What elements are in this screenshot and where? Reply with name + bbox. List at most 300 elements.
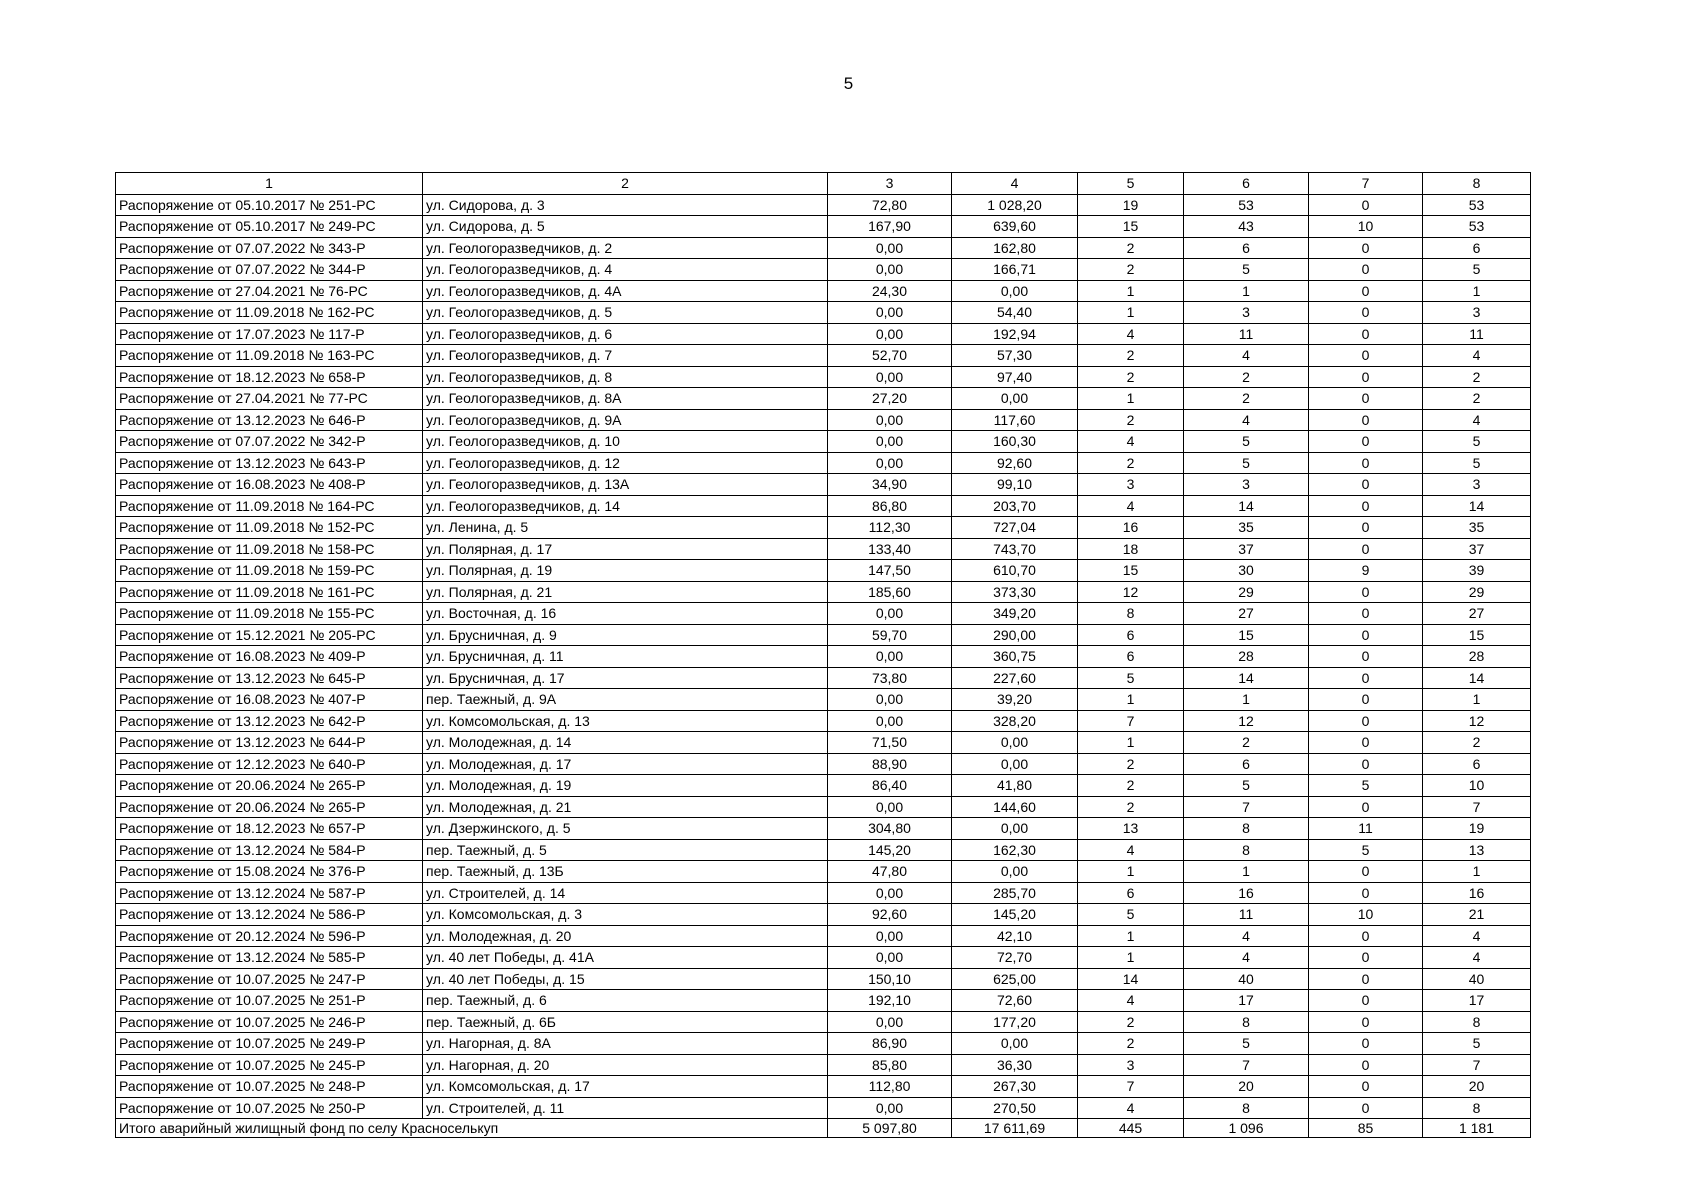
value-cell: 0,00	[828, 796, 952, 818]
value-cell: 6	[1423, 753, 1531, 775]
value-cell: 133,40	[828, 538, 952, 560]
column-header: 6	[1184, 173, 1309, 195]
column-header: 4	[952, 173, 1078, 195]
value-cell: 17	[1423, 990, 1531, 1012]
order-cell: Распоряжение от 27.04.2021 № 77-РС	[116, 388, 423, 410]
value-cell: 5	[1309, 775, 1423, 797]
value-cell: 20	[1423, 1076, 1531, 1098]
value-cell: 0	[1309, 366, 1423, 388]
address-cell: ул. Геологоразведчиков, д. 4	[423, 259, 828, 281]
table-row	[116, 259, 1531, 281]
value-cell: 2	[1184, 366, 1309, 388]
table-row	[116, 431, 1531, 453]
order-cell: Распоряжение от 13.12.2023 № 642-Р	[116, 710, 423, 732]
value-cell: 4	[1423, 947, 1531, 969]
value-cell: 9	[1309, 560, 1423, 582]
value-cell: 639,60	[952, 216, 1078, 238]
table-row	[116, 689, 1531, 711]
address-cell: ул. Геологоразведчиков, д. 7	[423, 345, 828, 367]
value-cell: 7	[1423, 796, 1531, 818]
column-header: 1	[116, 173, 423, 195]
value-cell: 21	[1423, 904, 1531, 926]
value-cell: 2	[1078, 345, 1184, 367]
table-row	[116, 560, 1531, 582]
value-cell: 1	[1078, 925, 1184, 947]
table-row	[116, 345, 1531, 367]
value-cell: 2	[1078, 452, 1184, 474]
table-row	[116, 538, 1531, 560]
address-cell: ул. Нагорная, д. 8А	[423, 1033, 828, 1055]
total-value: 1 181	[1423, 1119, 1531, 1138]
value-cell: 185,60	[828, 581, 952, 603]
value-cell: 14	[1078, 968, 1184, 990]
emergency-housing-table	[115, 172, 1531, 1138]
value-cell: 2	[1078, 753, 1184, 775]
value-cell: 7	[1078, 1076, 1184, 1098]
value-cell: 8	[1184, 839, 1309, 861]
value-cell: 47,80	[828, 861, 952, 883]
value-cell: 3	[1078, 1054, 1184, 1076]
value-cell: 13	[1423, 839, 1531, 861]
value-cell: 0,00	[828, 646, 952, 668]
value-cell: 5	[1423, 431, 1531, 453]
order-cell: Распоряжение от 10.07.2025 № 249-Р	[116, 1033, 423, 1055]
address-cell: ул. Геологоразведчиков, д. 5	[423, 302, 828, 324]
value-cell: 6	[1423, 237, 1531, 259]
value-cell: 0	[1309, 603, 1423, 625]
value-cell: 0,00	[828, 409, 952, 431]
value-cell: 35	[1423, 517, 1531, 539]
value-cell: 39	[1423, 560, 1531, 582]
column-header: 2	[423, 173, 828, 195]
column-header: 8	[1423, 173, 1531, 195]
value-cell: 360,75	[952, 646, 1078, 668]
value-cell: 0	[1309, 753, 1423, 775]
value-cell: 7	[1423, 1054, 1531, 1076]
table-row	[116, 581, 1531, 603]
address-cell: ул. Молодежная, д. 17	[423, 753, 828, 775]
address-cell: ул. Молодежная, д. 21	[423, 796, 828, 818]
value-cell: 0	[1309, 1011, 1423, 1033]
value-cell: 27	[1423, 603, 1531, 625]
table-row	[116, 409, 1531, 431]
value-cell: 150,10	[828, 968, 952, 990]
table-row	[116, 302, 1531, 324]
value-cell: 147,50	[828, 560, 952, 582]
value-cell: 73,80	[828, 667, 952, 689]
address-cell: ул. 40 лет Победы, д. 41А	[423, 947, 828, 969]
table-row	[116, 1054, 1531, 1076]
value-cell: 10	[1309, 904, 1423, 926]
table-row	[116, 474, 1531, 496]
value-cell: 0,00	[828, 603, 952, 625]
order-cell: Распоряжение от 13.12.2024 № 586-Р	[116, 904, 423, 926]
table-row	[116, 839, 1531, 861]
value-cell: 5	[1423, 1033, 1531, 1055]
value-cell: 0	[1309, 968, 1423, 990]
value-cell: 1	[1184, 280, 1309, 302]
value-cell: 1	[1423, 280, 1531, 302]
value-cell: 1	[1078, 388, 1184, 410]
address-cell: ул. Геологоразведчиков, д. 13А	[423, 474, 828, 496]
value-cell: 10	[1423, 775, 1531, 797]
value-cell: 0,00	[828, 366, 952, 388]
value-cell: 19	[1423, 818, 1531, 840]
value-cell: 7	[1184, 796, 1309, 818]
address-cell: ул. Геологоразведчиков, д. 9А	[423, 409, 828, 431]
order-cell: Распоряжение от 05.10.2017 № 251-РС	[116, 194, 423, 216]
order-cell: Распоряжение от 07.07.2022 № 342-Р	[116, 431, 423, 453]
value-cell: 1	[1184, 861, 1309, 883]
value-cell: 3	[1423, 302, 1531, 324]
value-cell: 0,00	[828, 302, 952, 324]
total-value: 445	[1078, 1119, 1184, 1138]
order-cell: Распоряжение от 13.12.2024 № 584-Р	[116, 839, 423, 861]
value-cell: 5	[1184, 1033, 1309, 1055]
column-header: 5	[1078, 173, 1184, 195]
value-cell: 373,30	[952, 581, 1078, 603]
value-cell: 0	[1309, 882, 1423, 904]
value-cell: 0	[1309, 1033, 1423, 1055]
total-value: 17 611,69	[952, 1119, 1078, 1138]
address-cell: ул. 40 лет Победы, д. 15	[423, 968, 828, 990]
value-cell: 3	[1078, 474, 1184, 496]
value-cell: 4	[1423, 345, 1531, 367]
table-row	[116, 818, 1531, 840]
value-cell: 160,30	[952, 431, 1078, 453]
value-cell: 2	[1184, 388, 1309, 410]
value-cell: 167,90	[828, 216, 952, 238]
value-cell: 8	[1078, 603, 1184, 625]
value-cell: 0	[1309, 861, 1423, 883]
value-cell: 27	[1184, 603, 1309, 625]
value-cell: 52,70	[828, 345, 952, 367]
value-cell: 19	[1078, 194, 1184, 216]
value-cell: 2	[1078, 1011, 1184, 1033]
address-cell: ул. Восточная, д. 16	[423, 603, 828, 625]
value-cell: 0	[1309, 538, 1423, 560]
value-cell: 0	[1309, 1076, 1423, 1098]
table-row	[116, 517, 1531, 539]
address-cell: пер. Таежный, д. 6Б	[423, 1011, 828, 1033]
value-cell: 99,10	[952, 474, 1078, 496]
value-cell: 5	[1078, 667, 1184, 689]
column-header: 3	[828, 173, 952, 195]
value-cell: 2	[1078, 237, 1184, 259]
value-cell: 0,00	[952, 280, 1078, 302]
order-cell: Распоряжение от 07.07.2022 № 343-Р	[116, 237, 423, 259]
value-cell: 12	[1184, 710, 1309, 732]
value-cell: 0,00	[828, 259, 952, 281]
table-row	[116, 925, 1531, 947]
value-cell: 16	[1078, 517, 1184, 539]
address-cell: ул. Строителей, д. 14	[423, 882, 828, 904]
address-cell: пер. Таежный, д. 5	[423, 839, 828, 861]
value-cell: 0	[1309, 237, 1423, 259]
value-cell: 0,00	[828, 452, 952, 474]
value-cell: 1	[1078, 947, 1184, 969]
value-cell: 5	[1078, 904, 1184, 926]
order-cell: Распоряжение от 18.12.2023 № 657-Р	[116, 818, 423, 840]
value-cell: 8	[1184, 1011, 1309, 1033]
value-cell: 40	[1184, 968, 1309, 990]
address-cell: ул. Молодежная, д. 19	[423, 775, 828, 797]
value-cell: 0,00	[828, 947, 952, 969]
value-cell: 1	[1078, 302, 1184, 324]
value-cell: 10	[1309, 216, 1423, 238]
value-cell: 203,70	[952, 495, 1078, 517]
value-cell: 0	[1309, 409, 1423, 431]
value-cell: 34,90	[828, 474, 952, 496]
table-row	[116, 280, 1531, 302]
address-cell: ул. Геологоразведчиков, д. 10	[423, 431, 828, 453]
address-cell: ул. Ленина, д. 5	[423, 517, 828, 539]
value-cell: 0,00	[952, 1033, 1078, 1055]
value-cell: 1	[1078, 861, 1184, 883]
order-cell: Распоряжение от 10.07.2025 № 251-Р	[116, 990, 423, 1012]
value-cell: 86,40	[828, 775, 952, 797]
value-cell: 0	[1309, 302, 1423, 324]
value-cell: 625,00	[952, 968, 1078, 990]
table-row	[116, 1011, 1531, 1033]
table-row	[116, 861, 1531, 883]
value-cell: 0	[1309, 710, 1423, 732]
address-cell: ул. Дзержинского, д. 5	[423, 818, 828, 840]
table-row	[116, 216, 1531, 238]
value-cell: 12	[1423, 710, 1531, 732]
address-cell: ул. Комсомольская, д. 17	[423, 1076, 828, 1098]
value-cell: 5	[1309, 839, 1423, 861]
value-cell: 5	[1423, 452, 1531, 474]
value-cell: 6	[1184, 753, 1309, 775]
value-cell: 5	[1184, 452, 1309, 474]
column-header: 7	[1309, 173, 1423, 195]
value-cell: 0	[1309, 345, 1423, 367]
table-row	[116, 646, 1531, 668]
value-cell: 18	[1078, 538, 1184, 560]
value-cell: 112,80	[828, 1076, 952, 1098]
value-cell: 71,50	[828, 732, 952, 754]
value-cell: 11	[1184, 323, 1309, 345]
value-cell: 20	[1184, 1076, 1309, 1098]
value-cell: 0	[1309, 323, 1423, 345]
value-cell: 1	[1078, 689, 1184, 711]
address-cell: пер. Таежный, д. 9А	[423, 689, 828, 711]
table-row	[116, 732, 1531, 754]
order-cell: Распоряжение от 15.08.2024 № 376-Р	[116, 861, 423, 883]
value-cell: 3	[1423, 474, 1531, 496]
value-cell: 27,20	[828, 388, 952, 410]
value-cell: 610,70	[952, 560, 1078, 582]
value-cell: 8	[1184, 1097, 1309, 1119]
value-cell: 37	[1423, 538, 1531, 560]
order-cell: Распоряжение от 11.09.2018 № 164-РС	[116, 495, 423, 517]
total-row	[116, 1119, 1531, 1138]
value-cell: 117,60	[952, 409, 1078, 431]
order-cell: Распоряжение от 11.09.2018 № 159-РС	[116, 560, 423, 582]
order-cell: Распоряжение от 10.07.2025 № 245-Р	[116, 1054, 423, 1076]
value-cell: 145,20	[828, 839, 952, 861]
value-cell: 1 028,20	[952, 194, 1078, 216]
order-cell: Распоряжение от 13.12.2024 № 587-Р	[116, 882, 423, 904]
value-cell: 39,20	[952, 689, 1078, 711]
total-value: 5 097,80	[828, 1119, 952, 1138]
table-row	[116, 710, 1531, 732]
value-cell: 7	[1184, 1054, 1309, 1076]
value-cell: 0	[1309, 388, 1423, 410]
value-cell: 28	[1423, 646, 1531, 668]
value-cell: 0	[1309, 796, 1423, 818]
value-cell: 144,60	[952, 796, 1078, 818]
value-cell: 16	[1423, 882, 1531, 904]
value-cell: 0	[1309, 624, 1423, 646]
value-cell: 42,10	[952, 925, 1078, 947]
value-cell: 0	[1309, 495, 1423, 517]
table-row	[116, 904, 1531, 926]
value-cell: 192,10	[828, 990, 952, 1012]
address-cell: ул. Молодежная, д. 14	[423, 732, 828, 754]
address-cell: ул. Сидорова, д. 5	[423, 216, 828, 238]
value-cell: 4	[1078, 495, 1184, 517]
order-cell: Распоряжение от 05.10.2017 № 249-РС	[116, 216, 423, 238]
total-value: 1 096	[1184, 1119, 1309, 1138]
value-cell: 0,00	[952, 818, 1078, 840]
value-cell: 227,60	[952, 667, 1078, 689]
value-cell: 267,30	[952, 1076, 1078, 1098]
value-cell: 0,00	[828, 237, 952, 259]
value-cell: 54,40	[952, 302, 1078, 324]
value-cell: 4	[1078, 431, 1184, 453]
value-cell: 30	[1184, 560, 1309, 582]
value-cell: 4	[1078, 839, 1184, 861]
value-cell: 15	[1078, 560, 1184, 582]
value-cell: 270,50	[952, 1097, 1078, 1119]
value-cell: 2	[1078, 1033, 1184, 1055]
value-cell: 5	[1184, 775, 1309, 797]
value-cell: 0	[1309, 1097, 1423, 1119]
value-cell: 12	[1078, 581, 1184, 603]
value-cell: 92,60	[828, 904, 952, 926]
value-cell: 0,00	[828, 710, 952, 732]
value-cell: 37	[1184, 538, 1309, 560]
page-number: 5	[843, 74, 854, 93]
address-cell: ул. Геологоразведчиков, д. 8А	[423, 388, 828, 410]
table-row	[116, 452, 1531, 474]
value-cell: 16	[1184, 882, 1309, 904]
table-row	[116, 1076, 1531, 1098]
value-cell: 177,20	[952, 1011, 1078, 1033]
value-cell: 53	[1184, 194, 1309, 216]
value-cell: 86,90	[828, 1033, 952, 1055]
address-cell: пер. Таежный, д. 13Б	[423, 861, 828, 883]
value-cell: 13	[1078, 818, 1184, 840]
total-label: Итого аварийный жилищный фонд по селу Красноселькуп	[116, 1119, 828, 1138]
value-cell: 2	[1184, 732, 1309, 754]
order-cell: Распоряжение от 15.12.2021 № 205-РС	[116, 624, 423, 646]
value-cell: 88,90	[828, 753, 952, 775]
value-cell: 14	[1184, 495, 1309, 517]
value-cell: 11	[1423, 323, 1531, 345]
value-cell: 5	[1184, 431, 1309, 453]
value-cell: 59,70	[828, 624, 952, 646]
value-cell: 166,71	[952, 259, 1078, 281]
value-cell: 727,04	[952, 517, 1078, 539]
value-cell: 0	[1309, 194, 1423, 216]
value-cell: 72,60	[952, 990, 1078, 1012]
order-cell: Распоряжение от 11.09.2018 № 158-РС	[116, 538, 423, 560]
value-cell: 2	[1078, 775, 1184, 797]
value-cell: 8	[1184, 818, 1309, 840]
value-cell: 3	[1184, 302, 1309, 324]
table-body	[116, 194, 1531, 1119]
table-row	[116, 323, 1531, 345]
value-cell: 6	[1078, 646, 1184, 668]
table-row	[116, 1033, 1531, 1055]
total-value: 85	[1309, 1119, 1423, 1138]
address-cell: ул. Полярная, д. 17	[423, 538, 828, 560]
table-row	[116, 882, 1531, 904]
value-cell: 0,00	[828, 431, 952, 453]
value-cell: 17	[1184, 990, 1309, 1012]
order-cell: Распоряжение от 11.09.2018 № 163-РС	[116, 345, 423, 367]
order-cell: Распоряжение от 10.07.2025 № 250-Р	[116, 1097, 423, 1119]
value-cell: 0	[1309, 259, 1423, 281]
table-row	[116, 968, 1531, 990]
table-row	[116, 796, 1531, 818]
value-cell: 2	[1078, 366, 1184, 388]
value-cell: 1	[1423, 689, 1531, 711]
value-cell: 0,00	[952, 861, 1078, 883]
address-cell: ул. Геологоразведчиков, д. 4А	[423, 280, 828, 302]
value-cell: 41,80	[952, 775, 1078, 797]
address-cell: ул. Сидорова, д. 3	[423, 194, 828, 216]
value-cell: 0	[1309, 474, 1423, 496]
value-cell: 0	[1309, 667, 1423, 689]
order-cell: Распоряжение от 10.07.2025 № 248-Р	[116, 1076, 423, 1098]
value-cell: 162,30	[952, 839, 1078, 861]
value-cell: 5	[1184, 259, 1309, 281]
value-cell: 192,94	[952, 323, 1078, 345]
table-row	[116, 990, 1531, 1012]
order-cell: Распоряжение от 20.12.2024 № 596-Р	[116, 925, 423, 947]
table-row	[116, 1097, 1531, 1119]
value-cell: 2	[1078, 796, 1184, 818]
value-cell: 24,30	[828, 280, 952, 302]
address-cell: пер. Таежный, д. 6	[423, 990, 828, 1012]
address-cell: ул. Геологоразведчиков, д. 8	[423, 366, 828, 388]
value-cell: 6	[1078, 624, 1184, 646]
value-cell: 11	[1309, 818, 1423, 840]
value-cell: 8	[1423, 1011, 1531, 1033]
order-cell: Распоряжение от 18.12.2023 № 658-Р	[116, 366, 423, 388]
order-cell: Распоряжение от 13.12.2024 № 585-Р	[116, 947, 423, 969]
order-cell: Распоряжение от 16.08.2023 № 407-Р	[116, 689, 423, 711]
value-cell: 11	[1184, 904, 1309, 926]
value-cell: 7	[1078, 710, 1184, 732]
value-cell: 0,00	[828, 925, 952, 947]
value-cell: 0	[1309, 517, 1423, 539]
value-cell: 43	[1184, 216, 1309, 238]
value-cell: 304,80	[828, 818, 952, 840]
value-cell: 8	[1423, 1097, 1531, 1119]
address-cell: ул. Полярная, д. 19	[423, 560, 828, 582]
table-row	[116, 624, 1531, 646]
order-cell: Распоряжение от 12.12.2023 № 640-Р	[116, 753, 423, 775]
address-cell: ул. Геологоразведчиков, д. 12	[423, 452, 828, 474]
value-cell: 14	[1423, 495, 1531, 517]
order-cell: Распоряжение от 13.12.2023 № 645-Р	[116, 667, 423, 689]
order-cell: Распоряжение от 16.08.2023 № 408-Р	[116, 474, 423, 496]
